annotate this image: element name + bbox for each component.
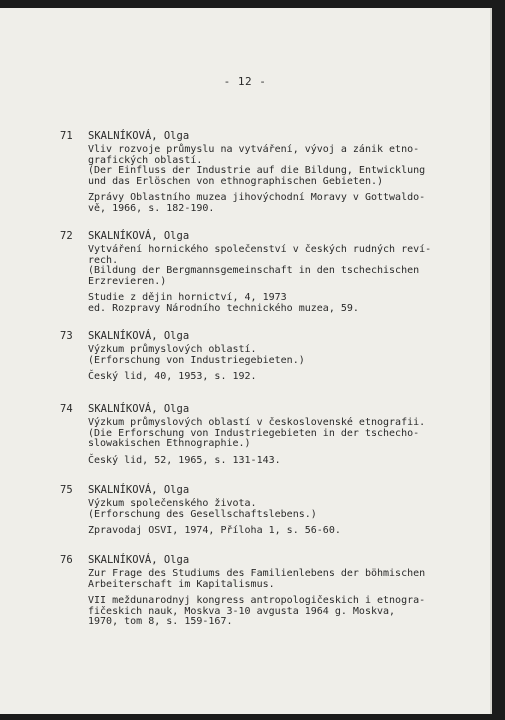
entry-number: 76: [60, 554, 73, 566]
entry-title-line: Vytváření hornického společenství v českých rudných reví-: [88, 244, 432, 255]
entry-title-line: Zur Frage des Studiums des Familienlebens der böhmischen: [88, 568, 426, 579]
entry-body: [88, 345, 468, 383]
entry-source-line: 1970, tom 8, s. 159-167.: [88, 616, 233, 627]
entry-body: [88, 418, 468, 466]
entry-author: SKALNÍKOVÁ, Olga: [88, 484, 190, 496]
entry-title-line: slowakischen Ethnographie.): [88, 438, 251, 449]
entry-body: [88, 569, 468, 628]
entry-source-line: Zpravodaj OSVI, 1974, Příloha 1, s. 56-60.: [88, 525, 341, 536]
entry-number: 73: [60, 330, 73, 342]
entry-number: 71: [60, 130, 73, 142]
entry-title-line: grafických oblastí.: [88, 154, 203, 166]
entry-title-line: Výzkum společenského života.: [88, 498, 257, 509]
entry-title-line: Výzkum průmyslových oblastí.: [88, 344, 257, 355]
entry-number: 75: [60, 484, 73, 496]
entry-body: [88, 245, 468, 314]
page-number: - 12 -: [223, 75, 267, 88]
entry-source-line: VII meždunarodnyj kongress antropologičeskich i etnogra-: [88, 595, 426, 606]
entry-title-line: (Der Einfluss der Industrie auf die Bildung, Entwicklung: [88, 165, 426, 176]
entry-title-line: (Bildung der Bergmannsgemeinschaft in den tschechischen: [88, 265, 420, 276]
entry-author: SKALNÍKOVÁ, Olga: [88, 130, 190, 142]
entry-source-line: fičeskich nauk, Moskva 3-10 avgusta 1964 g. Moskva,: [88, 605, 396, 617]
entry-number: 74: [60, 403, 73, 415]
entry-title-line: Arbeiterschaft im Kapitalismus.: [88, 578, 275, 590]
entry-title-line: Výzkum průmyslových oblastí v československé etnografii.: [88, 417, 426, 428]
entry-title-line: (Erforschung des Gesellschaftslebens.): [88, 508, 317, 520]
entry-source-line: Zprávy Oblastního muzea jihovýchodní Moravy v Gottwaldo-: [88, 192, 426, 203]
entry-number: 72: [60, 230, 73, 242]
entry-author: SKALNÍKOVÁ, Olga: [88, 554, 190, 566]
entry-author: SKALNÍKOVÁ, Olga: [88, 230, 190, 242]
entry-title-line: rech.: [88, 254, 119, 266]
entry-author: SKALNÍKOVÁ, Olga: [88, 330, 190, 342]
entry-source-line: Studie z dějin hornictví, 4, 1973: [88, 292, 287, 303]
entry-source-line: ed. Rozpravy Národního technického muzea, 59.: [88, 302, 359, 314]
entry-title-line: (Die Erforschung von Industriegebieten in der tschecho-: [88, 427, 420, 439]
entry-source-line: vě, 1966, s. 182-190.: [88, 202, 215, 214]
entry-title-line: (Erforschung von Industriegebieten.): [88, 354, 305, 366]
entry-title-line: und das Erlöschen von ethnographischen Gebieten.): [88, 175, 384, 187]
entry-title-line: Erzrevieren.): [88, 275, 167, 287]
entry-source-line: Český lid, 40, 1953, s. 192.: [88, 371, 257, 382]
entry-author: SKALNÍKOVÁ, Olga: [88, 403, 190, 415]
entry-body: [88, 145, 468, 214]
entry-source-line: Český lid, 52, 1965, s. 131-143.: [88, 454, 281, 466]
entry-title-line: Vliv rozvoje průmyslu na vytváření, vývoj a zánik etno-: [88, 144, 420, 155]
document-page: [0, 8, 492, 714]
entry-body: [88, 499, 468, 537]
